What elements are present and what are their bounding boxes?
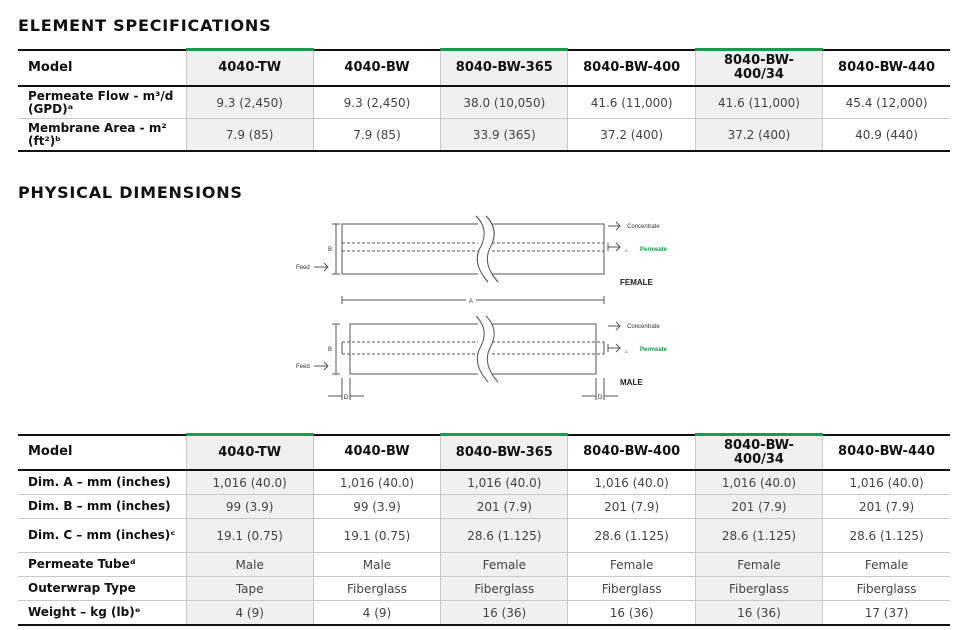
female-element-drawing (342, 216, 604, 282)
permeate-label-female: Permeate (640, 247, 668, 253)
element-specifications-heading: ELEMENT SPECIFICATIONS (18, 16, 272, 35)
feed-arrow-female (314, 263, 328, 271)
physical-dimensions-table (18, 433, 950, 626)
concentrate-label-female: Concentrate (627, 224, 660, 230)
dim-b-marker-male (332, 324, 340, 374)
model-header-8040-bw-400: 8040-BW-400 (568, 50, 695, 87)
table-row (18, 577, 950, 601)
model-header-8040-bw-440: 8040-BW-440 (823, 435, 950, 471)
model-header-8040-bw-400-34: 8040-BW-400/34 (695, 435, 822, 471)
table-cell: 40.9 (440) (823, 119, 950, 152)
table-cell: 33.9 (365) (441, 119, 568, 152)
table-cell: 201 (7.9) (823, 495, 950, 519)
feed-label-female: Feed (296, 265, 310, 271)
table-row (18, 119, 950, 152)
element-dimensions-diagram (290, 208, 710, 408)
table-cell: Female (441, 553, 568, 577)
model-header: Model (18, 435, 186, 471)
feed-arrow-male (314, 362, 328, 370)
table-cell: Female (695, 553, 822, 577)
physical-dimensions-heading: PHYSICAL DIMENSIONS (18, 183, 243, 202)
male-element-drawing (342, 324, 604, 374)
dim-c-label-female: C (625, 248, 628, 253)
table-cell: 16 (36) (568, 601, 695, 626)
table-cell: 17 (37) (823, 601, 950, 626)
row-label-outerwrap-type: Outerwrap Type (18, 577, 186, 601)
model-header-8040-bw-400: 8040-BW-400 (568, 435, 695, 471)
table-row (18, 553, 950, 577)
dim-b-marker-female (332, 224, 340, 274)
table-cell: 19.1 (0.75) (186, 519, 313, 553)
row-label-permeate-tube: Permeate Tubeᵈ (18, 553, 186, 577)
table-cell: 9.3 (2,450) (313, 86, 440, 119)
dim-b-label-male: B (327, 347, 332, 353)
table-cell: 201 (7.9) (441, 495, 568, 519)
table-row (18, 495, 950, 519)
table-cell: Fiberglass (823, 577, 950, 601)
dim-a-label: A (468, 299, 474, 305)
table-cell: Male (186, 553, 313, 577)
model-header-4040-tw: 4040-TW (186, 435, 313, 471)
concentrate-arrow-female (608, 222, 620, 230)
row-label-dim-a: Dim. A – mm (inches) (18, 470, 186, 495)
table-cell: 4 (9) (313, 601, 440, 626)
table-cell: 7.9 (85) (313, 119, 440, 152)
table-cell: Fiberglass (441, 577, 568, 601)
table-cell: Fiberglass (695, 577, 822, 601)
table-cell: 37.2 (400) (568, 119, 695, 152)
table-cell: Tape (186, 577, 313, 601)
table-cell: 201 (7.9) (568, 495, 695, 519)
table-cell: 37.2 (400) (695, 119, 822, 152)
male-label: MALE (620, 378, 643, 387)
model-header: Model (18, 50, 186, 87)
table-row (18, 86, 950, 119)
table-cell: 16 (36) (695, 601, 822, 626)
permeate-label-male: Permeate (640, 347, 668, 353)
model-header-8040-bw-365: 8040-BW-365 (441, 50, 568, 87)
table-cell: 1,016 (40.0) (695, 470, 822, 495)
table-header-row (18, 50, 950, 87)
model-header-8040-bw-400-34: 8040-BW-400/34 (695, 50, 822, 87)
table-cell: 9.3 (2,450) (186, 86, 313, 119)
table-cell: 28.6 (1.125) (568, 519, 695, 553)
row-label-membrane-area: Membrane Area - m² (ft²)ᵇ (18, 119, 186, 152)
dim-b-label-female: B (327, 247, 332, 253)
table-cell: Female (823, 553, 950, 577)
dim-d-label-right: D (597, 395, 603, 401)
table-cell: 28.6 (1.125) (441, 519, 568, 553)
row-label-dim-c: Dim. C – mm (inches)ᶜ (18, 519, 186, 553)
table-cell: 99 (3.9) (313, 495, 440, 519)
table-cell: 7.9 (85) (186, 119, 313, 152)
model-header-8040-bw-440: 8040-BW-440 (823, 50, 950, 87)
permeate-arrow-female (608, 243, 620, 251)
element-specifications-table (18, 48, 950, 152)
dim-d-label-left: D (343, 395, 349, 401)
table-cell: 1,016 (40.0) (441, 470, 568, 495)
table-cell: Female (568, 553, 695, 577)
table-cell: 45.4 (12,000) (823, 86, 950, 119)
table-cell: 28.6 (1.125) (695, 519, 822, 553)
table-header-row (18, 435, 950, 471)
model-header-8040-bw-365: 8040-BW-365 (441, 435, 568, 471)
row-label-dim-b: Dim. B – mm (inches) (18, 495, 186, 519)
table-cell: 41.6 (11,000) (568, 86, 695, 119)
table-cell: 201 (7.9) (695, 495, 822, 519)
table-row (18, 470, 950, 495)
model-header-4040-bw: 4040-BW (313, 435, 440, 471)
table-cell: Fiberglass (568, 577, 695, 601)
row-label-weight: Weight – kg (lb)ᵉ (18, 601, 186, 626)
permeate-arrow-male (608, 344, 620, 352)
table-cell: 1,016 (40.0) (186, 470, 313, 495)
dim-c-label-male: C (625, 349, 628, 354)
model-header-4040-bw: 4040-BW (313, 50, 440, 87)
concentrate-label-male: Concentrate (627, 324, 660, 330)
table-row (18, 519, 950, 553)
table-cell: 28.6 (1.125) (823, 519, 950, 553)
table-cell: 4 (9) (186, 601, 313, 626)
table-row (18, 601, 950, 626)
concentrate-arrow-male (608, 322, 620, 330)
table-cell: 1,016 (40.0) (313, 470, 440, 495)
table-cell: 38.0 (10,050) (441, 86, 568, 119)
table-cell: 19.1 (0.75) (313, 519, 440, 553)
feed-label-male: Feed (296, 364, 310, 370)
table-cell: Male (313, 553, 440, 577)
row-label-permeate-flow: Permeate Flow - m³/d (GPD)ᵃ (18, 86, 186, 119)
female-label: FEMALE (620, 278, 653, 287)
table-cell: Fiberglass (313, 577, 440, 601)
table-cell: 99 (3.9) (186, 495, 313, 519)
table-cell: 41.6 (11,000) (695, 86, 822, 119)
model-header-4040-tw: 4040-TW (186, 50, 313, 87)
table-cell: 16 (36) (441, 601, 568, 626)
table-cell: 1,016 (40.0) (823, 470, 950, 495)
table-cell: 1,016 (40.0) (568, 470, 695, 495)
